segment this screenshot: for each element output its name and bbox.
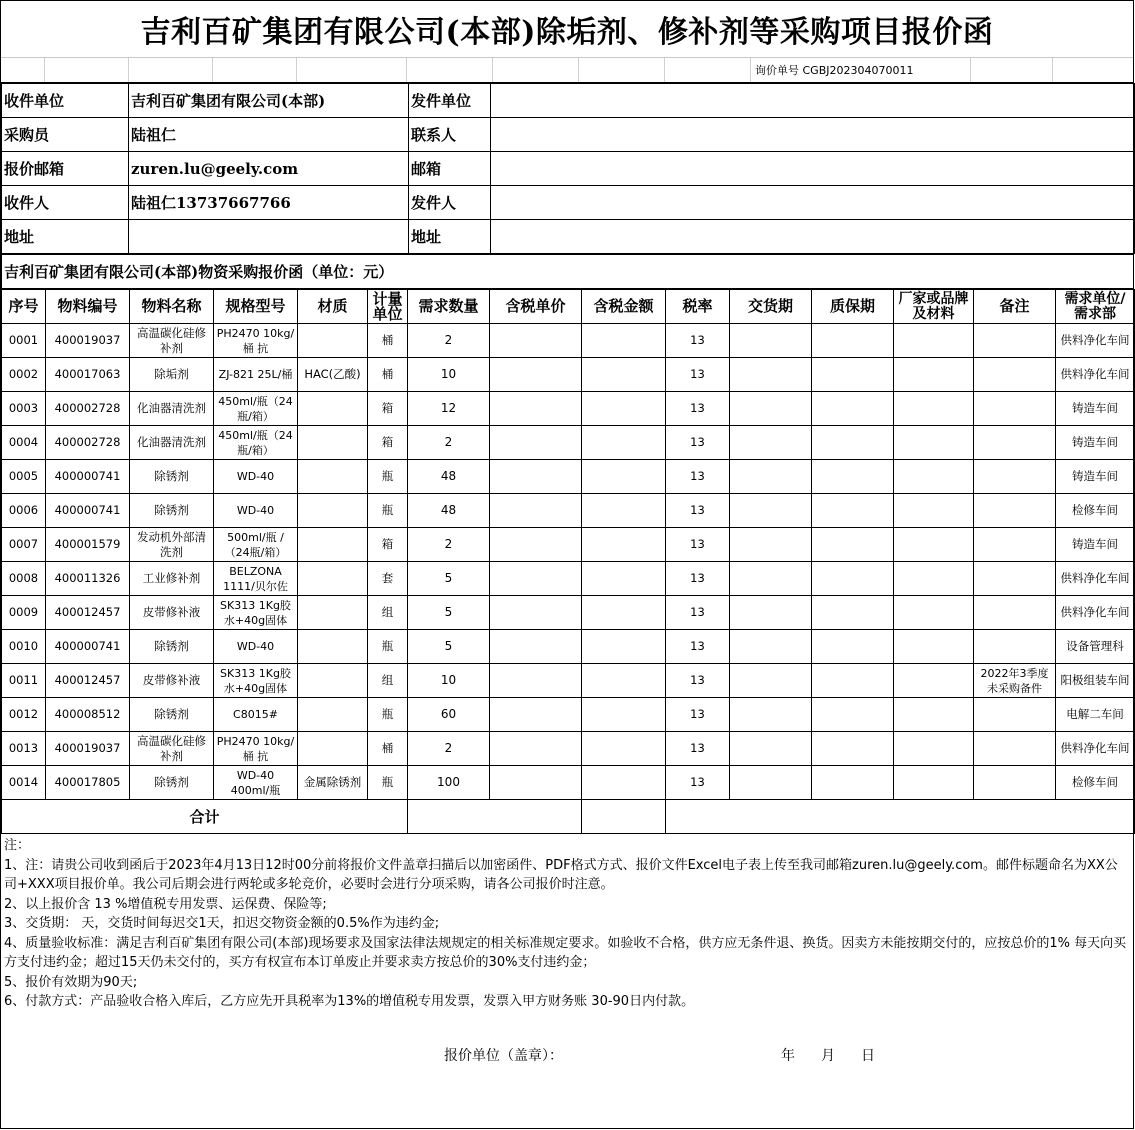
cell-empty [490,630,582,664]
table-row [2,664,1135,698]
cell-qty: 12 [408,392,490,426]
cell-tax: 13 [666,426,730,460]
note-line: 6、付款方式：产品验收合格入库后，乙方应先开具税率为13%的增值税专用发票，发票入甲方财务账 30-90日内付款。 [4,994,695,1009]
info-row [2,84,1135,118]
header-cell: 规格型号 [214,290,298,324]
cell-empty [812,460,894,494]
cell-no: 0010 [2,630,46,664]
cell-spec: WD-40 400ml/瓶 [214,766,298,800]
cell-name: 除锈剂 [130,698,214,732]
cell-empty [490,460,582,494]
cell-empty [894,494,974,528]
cell-remark [974,358,1056,392]
cell-name: 除锈剂 [130,766,214,800]
cell-name: 发动机外部清洗剂 [130,528,214,562]
cell-dept: 供料净化车间 [1056,358,1135,392]
cell-dept: 铸造车间 [1056,426,1135,460]
cell-empty [894,426,974,460]
cell-material [298,460,368,494]
cell-unit: 瓶 [368,698,408,732]
cell-remark [974,562,1056,596]
table-row [2,392,1135,426]
cell-empty [730,732,812,766]
info-v2 [491,118,1135,152]
cell-spec: BELZONA 1111/贝尔佐 [214,562,298,596]
cell-material [298,392,368,426]
cell-empty [730,562,812,596]
cell-spec: WD-40 [214,460,298,494]
cell-code: 400008512 [46,698,130,732]
cell-empty [812,358,894,392]
cell-remark [974,732,1056,766]
cell-dept: 设备管理科 [1056,630,1135,664]
cell-empty [490,698,582,732]
cell-empty [582,732,666,766]
cell-empty [812,426,894,460]
total-rest [666,800,1135,834]
table-row [2,732,1135,766]
info-v1: zuren.lu@geely.com [129,152,409,186]
cell-remark [974,630,1056,664]
total-blank [408,800,582,834]
cell-no: 0006 [2,494,46,528]
cell-name: 除锈剂 [130,460,214,494]
cell-empty [812,698,894,732]
cell-empty [582,460,666,494]
cell-empty [490,494,582,528]
subtitle-row [1,254,1134,289]
cell-empty [582,528,666,562]
table-row [2,562,1135,596]
info-l2: 联系人 [409,118,491,152]
cell-empty [582,766,666,800]
cell-material: HAC(乙酸) [298,358,368,392]
cell-qty: 2 [408,528,490,562]
cell-empty [582,596,666,630]
header-cell: 质保期 [812,290,894,324]
cell-code: 400012457 [46,664,130,698]
cell-no: 0007 [2,528,46,562]
cell-empty [730,426,812,460]
cell-dept: 供料净化车间 [1056,596,1135,630]
cell-unit: 组 [368,596,408,630]
signature-day: 日 [861,1048,875,1064]
info-l2: 邮箱 [409,152,491,186]
cell-name: 皮带修补液 [130,664,214,698]
cell-empty [490,766,582,800]
cell-empty [894,664,974,698]
cell-remark [974,494,1056,528]
cell-no: 0013 [2,732,46,766]
cell-spec: SK313 1Kg胶水+40g固体 [214,596,298,630]
cell-tax: 13 [666,698,730,732]
table-row [2,460,1135,494]
cell-spec: PH2470 10kg/桶 抗 [214,732,298,766]
cell-empty [812,766,894,800]
cell-empty [490,426,582,460]
cell-empty [894,358,974,392]
cell-qty: 60 [408,698,490,732]
cell-empty [894,324,974,358]
cell-unit: 桶 [368,324,408,358]
cell-no: 0011 [2,664,46,698]
cell-tax: 13 [666,494,730,528]
header-cell: 物料编号 [46,290,130,324]
cell-name: 皮带修补液 [130,596,214,630]
cell-empty [894,630,974,664]
info-l1: 收件单位 [2,84,129,118]
info-l2: 发件人 [409,186,491,220]
cell-name: 除锈剂 [130,494,214,528]
cell-tax: 13 [666,664,730,698]
info-v1: 吉利百矿集团有限公司(本部) [129,84,409,118]
cell-no: 0014 [2,766,46,800]
cell-qty: 10 [408,358,490,392]
cell-empty [490,664,582,698]
cell-spec: 450ml/瓶（24瓶/箱） [214,392,298,426]
cell-empty [730,528,812,562]
cell-empty [812,596,894,630]
cell-dept: 供料净化车间 [1056,324,1135,358]
cell-qty: 5 [408,596,490,630]
cell-empty [490,324,582,358]
note-line: 1、注：请贵公司收到函后于2023年4月13日12时00分前将报价文件盖章扫描后以加密函件、PDF格式方式、报价文件Excel电子表上传至我司邮箱zuren.lu@geely.com。邮件标题命名为XX公司+XXX项目报价单。我公司后期会进行两轮或多轮竞价，必要时会进行分项采购，请各公司报价时注意。 [4,857,1118,892]
signature-label: 报价单位（盖章）： [444,1048,563,1064]
cell-code: 400000741 [46,460,130,494]
cell-empty [730,460,812,494]
cell-empty [894,528,974,562]
cell-no: 0008 [2,562,46,596]
cell-remark [974,528,1056,562]
cell-material [298,698,368,732]
cell-tax: 13 [666,324,730,358]
header-cell: 材质 [298,290,368,324]
header-cell: 需求数量 [408,290,490,324]
cell-empty [894,460,974,494]
table-row [2,494,1135,528]
cell-qty: 2 [408,324,490,358]
note-line: 3、交货期： 天，交货时间每迟交1天，扣迟交物资金额的0.5%作为违约金; [4,916,440,931]
cell-dept: 供料净化车间 [1056,732,1135,766]
header-cell: 交货期 [730,290,812,324]
cell-material [298,528,368,562]
cell-spec: WD-40 [214,630,298,664]
cell-code: 400012457 [46,596,130,630]
cell-material [298,732,368,766]
cell-unit: 组 [368,664,408,698]
info-v2 [491,84,1135,118]
table-row [2,766,1135,800]
cell-material [298,630,368,664]
cell-empty [490,596,582,630]
cell-name: 高温碳化硅修补剂 [130,732,214,766]
notes-section [1,834,1133,1014]
cell-qty: 2 [408,426,490,460]
cell-unit: 瓶 [368,494,408,528]
cell-empty [582,630,666,664]
table-row [2,528,1135,562]
info-l1: 报价邮箱 [2,152,129,186]
cell-spec: PH2470 10kg/桶 抗 [214,324,298,358]
cell-no: 0001 [2,324,46,358]
cell-empty [582,358,666,392]
inquiry-row [1,58,1133,83]
inquiry-label: 询价单号 [755,64,799,77]
cell-empty [894,392,974,426]
info-row [2,152,1135,186]
cell-name: 化油器清洗剂 [130,392,214,426]
cell-empty [812,494,894,528]
page-title: 吉利百矿集团有限公司(本部)除垢剂、修补剂等采购项目报价函 [1,1,1133,58]
cell-tax: 13 [666,630,730,664]
cell-tax: 13 [666,392,730,426]
cell-tax: 13 [666,562,730,596]
cell-remark [974,426,1056,460]
cell-spec: SK313 1Kg胶水+40g固体 [214,664,298,698]
info-l1: 地址 [2,220,129,254]
cell-code: 400019037 [46,324,130,358]
cell-name: 高温碳化硅修补剂 [130,324,214,358]
cell-empty [812,664,894,698]
cell-unit: 箱 [368,392,408,426]
cell-qty: 2 [408,732,490,766]
cell-tax: 13 [666,358,730,392]
cell-spec: ZJ-821 25L/桶 [214,358,298,392]
info-row [2,118,1135,152]
header-cell: 需求单位/需求部 [1056,290,1135,324]
cell-material: 金属除锈剂 [298,766,368,800]
cell-empty [730,324,812,358]
cell-unit: 瓶 [368,630,408,664]
info-v2 [491,186,1135,220]
note-line: 2、以上报价含 13 %增值税专用发票、运保费、保险等; [4,896,327,912]
info-table [1,83,1135,254]
table-header-row [2,290,1135,324]
signature-year: 年 [781,1048,795,1064]
signature-month: 月 [821,1048,835,1064]
cell-remark [974,698,1056,732]
cell-dept: 电解二车间 [1056,698,1135,732]
cell-name: 化油器清洗剂 [130,426,214,460]
header-cell: 含税单价 [490,290,582,324]
cell-remark [974,392,1056,426]
cell-remark [974,596,1056,630]
cell-dept: 铸造车间 [1056,392,1135,426]
cell-tax: 13 [666,528,730,562]
note-line: 5、报价有效期为90天; [4,974,138,990]
cell-tax: 13 [666,596,730,630]
cell-name: 除垢剂 [130,358,214,392]
cell-unit: 桶 [368,732,408,766]
cell-empty [894,766,974,800]
cell-empty [490,528,582,562]
cell-empty [582,494,666,528]
cell-spec: C8015# [214,698,298,732]
cell-material [298,664,368,698]
header-cell: 税率 [666,290,730,324]
cell-no: 0009 [2,596,46,630]
cell-code: 400000741 [46,630,130,664]
cell-unit: 套 [368,562,408,596]
cell-empty [894,562,974,596]
cell-empty [730,494,812,528]
cell-empty [730,664,812,698]
cell-tax: 13 [666,766,730,800]
cell-code: 400001579 [46,528,130,562]
info-v1: 陆祖仁13737667766 [129,186,409,220]
cell-spec: 500ml/瓶 /（24瓶/箱） [214,528,298,562]
info-l2: 发件单位 [409,84,491,118]
info-v2 [491,220,1135,254]
cell-empty [582,562,666,596]
cell-code: 400002728 [46,392,130,426]
cell-remark: 2022年3季度未采购备件 [974,664,1056,698]
cell-remark [974,324,1056,358]
cell-empty [582,392,666,426]
cell-unit: 箱 [368,426,408,460]
cell-material [298,494,368,528]
items-table [1,289,1135,834]
inquiry-number: CGBJ202304070011 [802,63,914,77]
cell-empty [582,324,666,358]
cell-empty [894,596,974,630]
cell-material [298,596,368,630]
info-l1: 收件人 [2,186,129,220]
cell-qty: 48 [408,460,490,494]
cell-empty [490,358,582,392]
cell-empty [812,324,894,358]
cell-empty [812,528,894,562]
cell-spec: WD-40 [214,494,298,528]
table-subtitle: 吉利百矿集团有限公司(本部)物资采购报价函（单位：元） [2,255,1134,289]
cell-unit: 箱 [368,528,408,562]
cell-empty [894,732,974,766]
cell-unit: 瓶 [368,766,408,800]
info-v1: 陆祖仁 [129,118,409,152]
cell-empty [582,698,666,732]
cell-name: 除锈剂 [130,630,214,664]
cell-empty [730,698,812,732]
cell-empty [812,630,894,664]
cell-no: 0012 [2,698,46,732]
table-row [2,324,1135,358]
cell-dept: 阳极组装车间 [1056,664,1135,698]
cell-empty [812,562,894,596]
note-line: 4、质量验收标准：满足吉利百矿集团有限公司(本部)现场要求及国家法律法规规定的相关标准规定要求。如验收不合格，供方应无条件退、换货。因卖方未能按期交付的，应按总价的1% 每天向买方支付违约金；超过15天仍未交付的，买方有权宣布本订单废止并要求卖方按总价的30%支付违约金； [4,935,1127,970]
cell-dept: 检修车间 [1056,766,1135,800]
total-amount [582,800,666,834]
cell-material [298,562,368,596]
cell-no: 0005 [2,460,46,494]
cell-dept: 检修车间 [1056,494,1135,528]
info-v2 [491,152,1135,186]
table-row [2,698,1135,732]
table-row [2,630,1135,664]
table-row [2,426,1135,460]
table-row [2,358,1135,392]
info-l1: 采购员 [2,118,129,152]
header-cell: 物料名称 [130,290,214,324]
info-v1 [129,220,409,254]
cell-qty: 10 [408,664,490,698]
cell-remark [974,460,1056,494]
cell-spec: 450ml/瓶（24瓶/箱） [214,426,298,460]
cell-no: 0004 [2,426,46,460]
cell-empty [730,392,812,426]
header-cell: 计量单位 [368,290,408,324]
info-row [2,186,1135,220]
cell-code: 400019037 [46,732,130,766]
cell-no: 0003 [2,392,46,426]
header-cell: 备注 [974,290,1056,324]
cell-empty [730,766,812,800]
cell-tax: 13 [666,460,730,494]
cell-dept: 供料净化车间 [1056,562,1135,596]
cell-dept: 铸造车间 [1056,460,1135,494]
cell-no: 0002 [2,358,46,392]
header-cell: 含税金额 [582,290,666,324]
cell-qty: 48 [408,494,490,528]
cell-empty [490,392,582,426]
cell-empty [490,732,582,766]
cell-empty [812,732,894,766]
cell-qty: 5 [408,562,490,596]
cell-empty [490,562,582,596]
cell-empty [894,698,974,732]
cell-qty: 100 [408,766,490,800]
cell-empty [730,358,812,392]
info-l2: 地址 [409,220,491,254]
info-row [2,220,1135,254]
cell-empty [730,630,812,664]
header-cell: 序号 [2,290,46,324]
cell-dept: 铸造车间 [1056,528,1135,562]
table-row [2,596,1135,630]
cell-remark [974,766,1056,800]
total-row [2,800,1135,834]
cell-code: 400011326 [46,562,130,596]
header-cell: 厂家或品牌及材料 [894,290,974,324]
cell-code: 400017063 [46,358,130,392]
cell-code: 400000741 [46,494,130,528]
cell-empty [582,426,666,460]
cell-code: 400017805 [46,766,130,800]
cell-unit: 瓶 [368,460,408,494]
cell-material [298,426,368,460]
cell-empty [730,596,812,630]
note-line: 注： [4,838,31,853]
cell-tax: 13 [666,732,730,766]
cell-qty: 5 [408,630,490,664]
cell-material [298,324,368,358]
total-label: 合计 [2,800,408,834]
cell-name: 工业修补剂 [130,562,214,596]
cell-unit: 桶 [368,358,408,392]
cell-empty [812,392,894,426]
cell-code: 400002728 [46,426,130,460]
cell-empty [582,664,666,698]
